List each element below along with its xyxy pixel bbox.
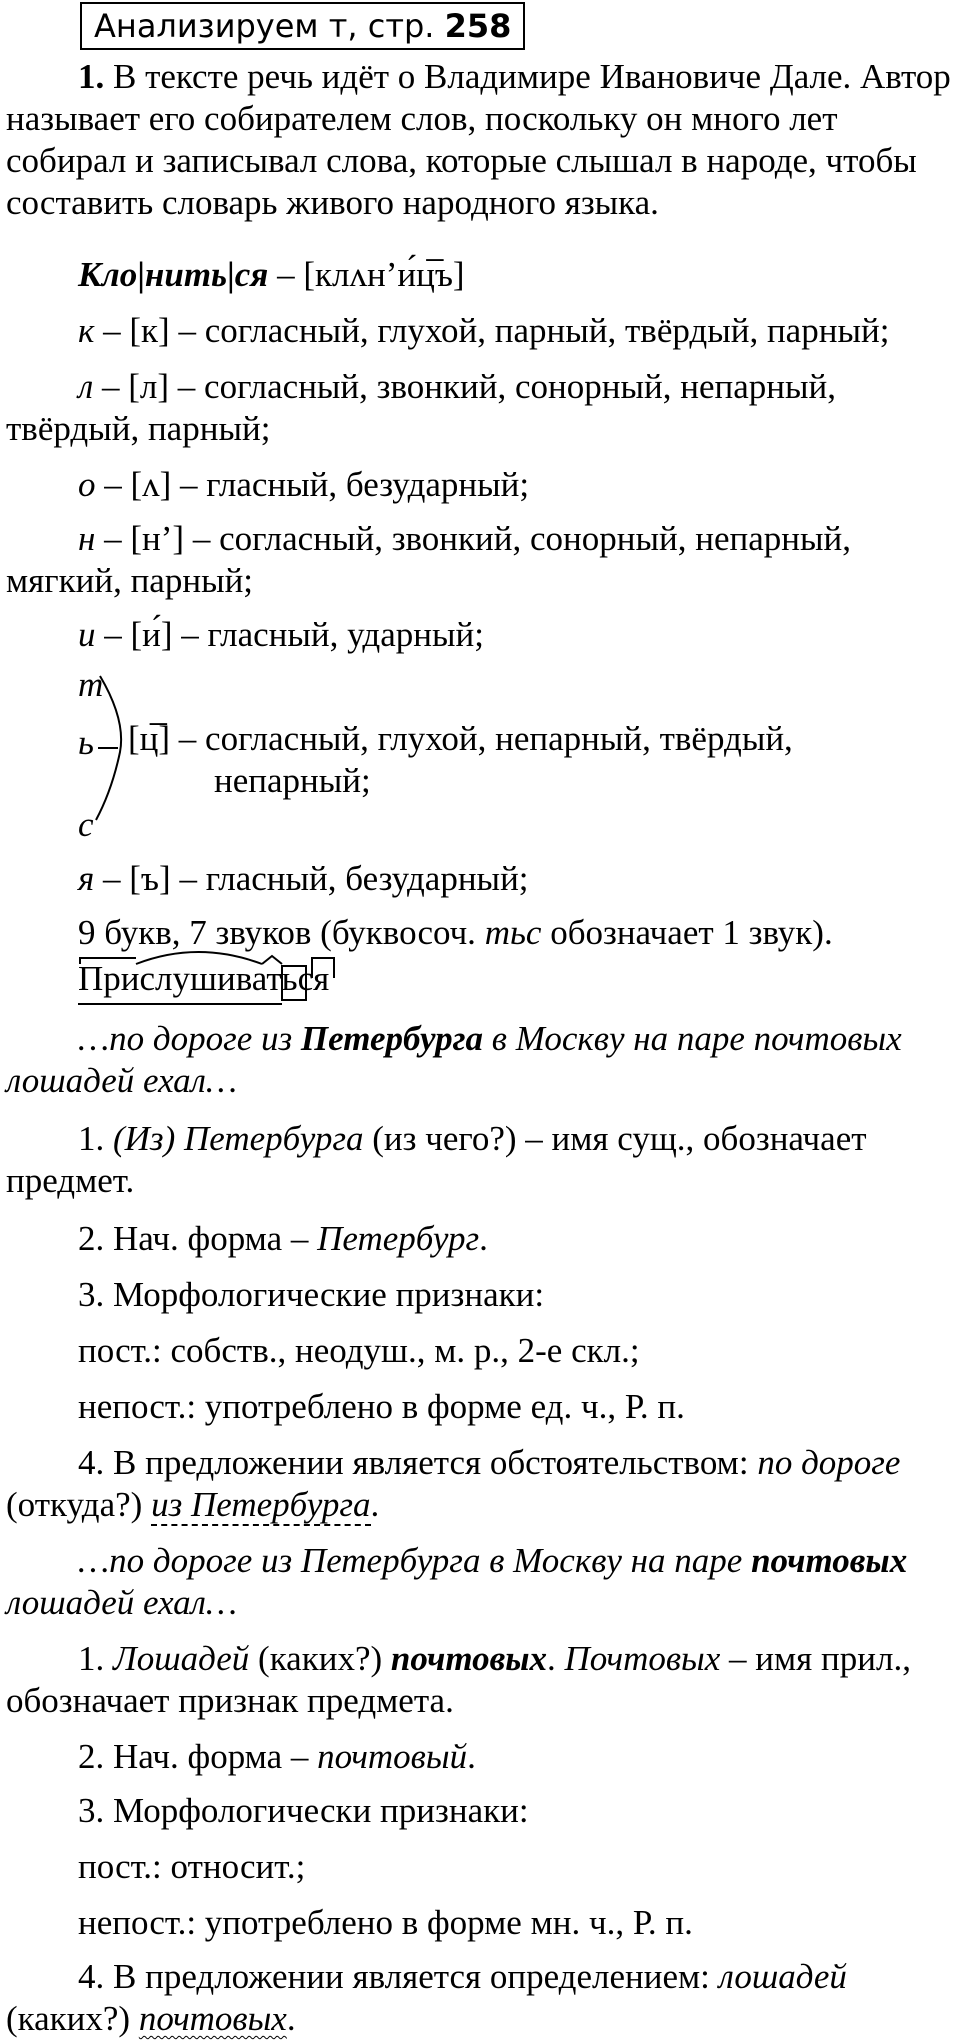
row-text: – [ʌ] – гласный, безударный; bbox=[95, 465, 530, 504]
row-text: – [к] – согласный, глухой, парный, твёрдый, парный; bbox=[94, 311, 890, 350]
group-letter: ь bbox=[78, 723, 94, 762]
row-text: – [и́] – гласный, ударный; bbox=[95, 615, 484, 654]
analysis2-item4 bbox=[6, 1956, 956, 2040]
a2-l6-attribute: почтовых bbox=[138, 1999, 287, 2038]
word-sep-2: | bbox=[227, 255, 235, 294]
a2-l1-text: – имя прил., обозначает признак предмета. bbox=[6, 1639, 911, 1720]
a2-l1-noun: Лошадей bbox=[113, 1639, 250, 1678]
a2-l1-dot: . bbox=[547, 1639, 565, 1678]
a2-l1-adj: Почтовых bbox=[564, 1639, 721, 1678]
row-letter: к bbox=[78, 311, 95, 350]
row-text: – [н’] – согласный, звонкий, сонорный, непарный, мягкий, парный; bbox=[6, 519, 852, 600]
row-text: – [ъ] – гласный, безударный; bbox=[94, 859, 529, 898]
group-line-2: непарный; bbox=[214, 761, 371, 800]
row-letter: о bbox=[78, 465, 96, 504]
a2-l2-word: почтовый bbox=[317, 1737, 468, 1776]
analysis2-const: пост.: относит.; bbox=[78, 1847, 306, 1886]
analysis2-nonconst: непост.: употреблено в форме мн. ч., Р. п. bbox=[78, 1903, 693, 1942]
row-letter: я bbox=[78, 859, 95, 898]
row-letter: н bbox=[78, 519, 96, 558]
a1-l2-word: Петербург bbox=[317, 1219, 480, 1258]
a1-l2-end: . bbox=[479, 1219, 488, 1258]
count-text-a: 9 букв, 7 звуков (буквосоч. bbox=[78, 913, 485, 952]
header-page-number: 258 bbox=[444, 7, 512, 45]
word-sep-1: | bbox=[137, 255, 145, 294]
word-part-1: Кло bbox=[78, 255, 138, 294]
a1-l6-text: 4. В предложении является обстоятельством: bbox=[78, 1443, 758, 1482]
group-letter: с bbox=[78, 805, 94, 844]
row-letter: и bbox=[78, 615, 96, 654]
analysis1-item4 bbox=[6, 1442, 956, 1526]
quote1-a: …по дороге из bbox=[78, 1019, 301, 1058]
transcription: [клʌн’и́ц̅ъ] bbox=[303, 255, 465, 294]
a1-l6-adverbial: из Петербурга bbox=[151, 1485, 371, 1524]
analysis2-item1 bbox=[6, 1638, 956, 1722]
a2-l1-num: 1. bbox=[78, 1639, 113, 1678]
analysis1-item2 bbox=[6, 1218, 960, 1260]
analysis1-nonconst: непост.: употреблено в форме ед. ч., Р. п. bbox=[78, 1387, 685, 1426]
a1-l6-word: по дороге bbox=[757, 1443, 901, 1482]
quote1-highlight: Петербурга bbox=[300, 1019, 484, 1058]
analysis2-item2 bbox=[6, 1736, 960, 1778]
group-line-1: [ц̅] – согласный, глухой, непарный, твёрдый, bbox=[128, 719, 793, 758]
quote1-c: в Москву на паре почтовых лошадей ехал… bbox=[6, 1019, 902, 1100]
analysis2-item3: 3. Морфологически признаки: bbox=[78, 1791, 529, 1830]
a2-l6-q: (каких?) bbox=[6, 1999, 139, 2038]
task1-number: 1. bbox=[78, 57, 105, 96]
count-combo: тьс bbox=[484, 913, 542, 952]
word-part-3: ся bbox=[234, 255, 269, 294]
quote-2 bbox=[6, 1540, 956, 1624]
word-part-2: нить bbox=[144, 255, 228, 294]
task1-text: В тексте речь идёт о Владимире Ивановиче Дале. Автор называет его собирателем слов, поскольку он много лет собирал и записывал слова, которые слышал в народе, чтобы составить словарь живого народного языка. bbox=[6, 57, 951, 222]
group-letter: т bbox=[78, 665, 104, 704]
count-text-c: обозначает 1 звук). bbox=[541, 913, 833, 952]
a1-l6-q: (откуда?) bbox=[6, 1485, 152, 1524]
a2-l6-text: 4. В предложении является определением: bbox=[78, 1957, 719, 1996]
a1-l1-text: (из чего?) – имя сущ., обозначает предмет. bbox=[6, 1119, 867, 1200]
a1-l1-num: 1. bbox=[78, 1119, 113, 1158]
a2-l1-q: (каких?) bbox=[249, 1639, 391, 1678]
a1-l1-word: (Из) Петербурга bbox=[113, 1119, 364, 1158]
analysis1-const: пост.: собств., неодуш., м. р., 2-е скл.; bbox=[78, 1331, 640, 1370]
a1-l6-end: . bbox=[370, 1485, 380, 1524]
analysis1-item3: 3. Морфологические признаки: bbox=[78, 1275, 545, 1314]
dash: – bbox=[268, 255, 304, 294]
a2-l1-adj-bold: почтовых bbox=[390, 1639, 548, 1678]
a2-l2-text: 2. Нач. форма – bbox=[78, 1737, 318, 1776]
header-prefix: Анализируем т, стр. bbox=[94, 7, 435, 45]
a2-l6-noun: лошадей bbox=[718, 1957, 847, 1996]
analysis1-item1 bbox=[6, 1118, 956, 1202]
a2-l2-end: . bbox=[467, 1737, 476, 1776]
a2-l6-end: . bbox=[286, 1999, 296, 2038]
morpheme-word-text: Прислушиваться bbox=[78, 959, 330, 998]
quote2-a: …по дороге из Петербурга в Москву на паре bbox=[78, 1541, 752, 1580]
a1-l2-text: 2. Нач. форма – bbox=[78, 1219, 318, 1258]
quote-1 bbox=[6, 1018, 956, 1102]
row-text: – [л] – согласный, звонкий, сонорный, непарный, твёрдый, парный; bbox=[6, 367, 836, 448]
row-letter: л bbox=[78, 367, 94, 406]
quote2-highlight: почтовых bbox=[751, 1541, 908, 1580]
quote2-c: лошадей ехал… bbox=[6, 1583, 238, 1622]
